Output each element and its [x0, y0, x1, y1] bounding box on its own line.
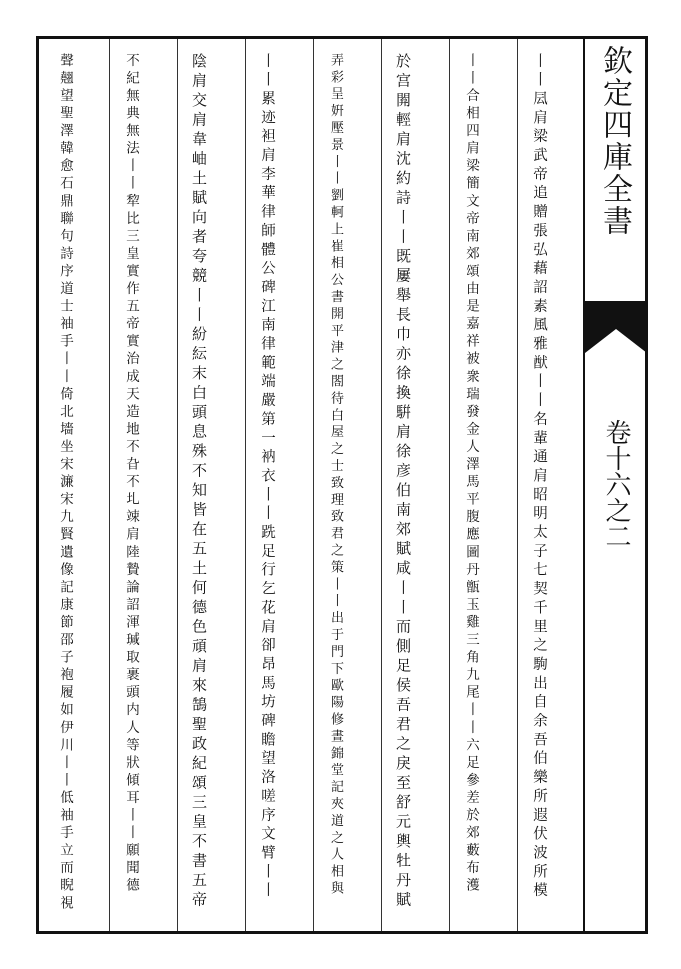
- text-column: 聲翹望聖澤韓愈石鼎聯句詩序道士袖手丨丨倚北墻坐宋濂宋九賢遺像記康節邵子袍履如伊川丨丨低袖手立而睨視: [57, 53, 73, 913]
- text-column: 於宫閞輕肩沈約詩丨丨既屢舉長巾亦徐換騈肩徐彦伯南郊賦咸丨丨而側足侯吾君之戾至舒元輿牡丹賦: [394, 53, 412, 911]
- page-frame: [36, 36, 648, 934]
- column-rule: [177, 39, 178, 931]
- text-column: 不紀無典無法丨丨犂比三皇實作五帝實治成天造地不旮不圠竦肩陸贄論詔渾瑊取裹頭内人等狀傾耳丨丨願聞德: [123, 53, 139, 896]
- column-rule: [381, 39, 382, 931]
- fishtail-mark-icon: [585, 301, 647, 353]
- volume-label: 卷十六之二: [601, 419, 631, 549]
- text-body: [39, 39, 585, 931]
- text-column: 陰肩交肩韋岫土賦向者夸競丨丨紛紜末白頭息殊不知皆在五土何德色頑肩來鵠聖政紀頌三皇不書五帝: [190, 53, 208, 911]
- text-column: 弄彩呈姸壓景丨丨劉軻上崔相公書開平津之閤待白屋之士致理致君之策丨丨出于門下歐陽修晝錦堂記夾道之人相與: [328, 53, 343, 898]
- column-rule: [449, 39, 450, 931]
- column-rule: [245, 39, 246, 931]
- book-title: 欽定四庫全書: [597, 45, 632, 237]
- text-column: 丨丨累迹袒肩李華律師體公碑江南律範端嚴第一衲衣丨丨跣足行乞花肩卻昂馬坊碑瞻望洛嗟序文臂丨丨: [259, 53, 275, 902]
- column-rule: [313, 39, 314, 931]
- text-column: 丨丨凨肩梁武帝追贈張弘藉詔素風雅猷丨丨名輩通肩昭明太子七契千里之駒出自余吾伯樂所遐伏波所模: [531, 53, 547, 902]
- column-rule: [109, 39, 110, 931]
- page-margin-strip: [583, 39, 645, 931]
- text-column: 丨丨合相四肩梁簡文帝南郊頌由是嘉祥被衆瑞發金人澤馬平腹應圖丹甑玉雞三角九尾丨丨六足參差於郊藪布濩: [463, 53, 479, 896]
- column-rule: [517, 39, 518, 931]
